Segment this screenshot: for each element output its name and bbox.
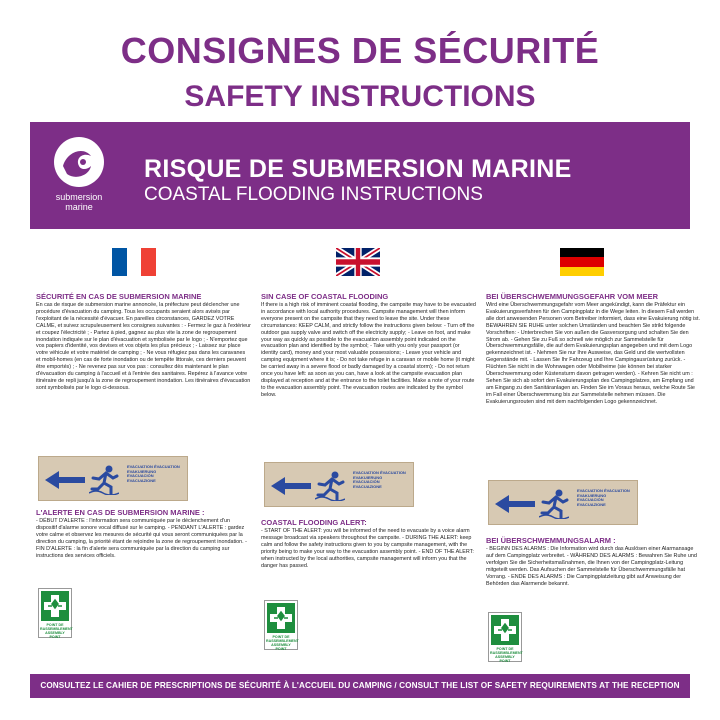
risk-title: RISQUE DE SUBMERSION MARINE xyxy=(144,155,572,183)
assembly-point-caption: POINT DE RASSEMBLEMENT ASSEMBLY POINT xyxy=(40,623,73,639)
german-flag-icon xyxy=(560,248,604,276)
logo-caption: submersion marine xyxy=(55,192,103,212)
arrow-left-icon xyxy=(45,471,85,489)
evacuation-sign-text: EVACUATION ÉVACUATION EVAKUIERUNG EVACUACIÓN EVACUAZIONE xyxy=(127,464,180,483)
footer-notice: CONSULTEZ LE CAHIER DE PRESCRIPTIONS DE SÉCURITÉ À L'ACCUEIL DU CAMPING / CONSULT THE LIST OF SAFETY REQUIREMENTS AT THE RECEPTION xyxy=(30,674,690,698)
german-alert-heading: BEI ÜBERSCHWEMMUNGSALARM : xyxy=(486,536,616,545)
english-alert-heading: COASTAL FLOODING ALERT: xyxy=(261,518,367,527)
running-person-icon xyxy=(89,465,119,495)
german-column xyxy=(486,292,701,406)
risk-banner xyxy=(30,122,690,229)
french-flag-icon xyxy=(112,248,156,276)
wave-icon xyxy=(53,136,105,188)
evacuation-sign-text: EVACUATION ÉVACUATION EVAKUIERUNG EVACUACIÓN EVACUAZIONE xyxy=(577,488,630,507)
running-person-icon xyxy=(315,471,345,501)
submersion-logo xyxy=(44,136,114,224)
evacuation-sign xyxy=(488,480,638,525)
french-column xyxy=(36,292,251,392)
assembly-point-caption: POINT DE RASSEMBLEMENT ASSEMBLY POINT xyxy=(490,647,523,663)
title-french: CONSIGNES DE SÉCURITÉ xyxy=(120,30,600,71)
assembly-point-sign xyxy=(488,612,522,662)
french-alert-heading: L'ALERTE EN CAS DE SUBMERSION MARINE : xyxy=(36,508,205,517)
french-body: En cas de risque de submersion marine annoncée, la préfecture peut déclencher une procédure d'évacuation du camping. Tous les occupants seraient alors avisés par l'exploitant de la nécessité d'évacuer. En pareilles circonstances, GARDEZ VOTRE CALME, et suivez scrupuleusement les consignes suivantes : - Fermez le gaz à l'extérieur et coupez l'électricité ; - Partez à pied, gagnez au plus vite la zone de regroupement inondation indiquée sur le plan d'évacuation et symbolisée par le logo ; - N'emportez que vos papiers d'identité, vos devises et vos objets les plus précieux ; - Laissez sur place votre véhicule et votre matériel de camping ; - Ne vous réfugiez pas dans les caravanes et mobil-homes (en cas de forte inondation ou de tempête littorale, ces derniers peuvent être emportés) ; - Ne revenez pas sur vos pas : consultez dès maintenant le plan d'évacuation du camping à l'accueil et à l'entrée des sanitaires. Repérez à l'avance votre itinéraire de repli jusqu'à la zone de regroupement inondation. Les itinéraires d'évacuation sont symbolisés par le logo ci-dessous. xyxy=(36,302,251,391)
title-english: SAFETY INSTRUCTIONS xyxy=(184,80,536,113)
german-body: Wird eine Überschwemmungsgefahr vom Meer angekündigt, kann die Präfektur ein Evakuierungsverfahren für den Campingplatz in die Wege leiten. In diesem Fall werden alle dort anwesenden Personen vom Betreiber informiert, dass eine Evakuierung nötig ist. BEWAHREN SIE RUHE unter solchen Umständen und beachten Sie strikt folgende Vorschriften: - Unterbrechen Sie von außen die Gasversorgung und schalten Sie den Strom ab. - Gehen Sie zu Fuß so schnell wie möglich zur Sammelstelle für Überschwemmungsfälle, die auf dem Evakuierungsplan angegeben und mit dem Logo gekennzeichnet ist. - Nehmen Sie nur Ihre Ausweise, das Geld und die wertvollsten Gegenstände mit. - Lassen Sie Ihr Fahrzeug und Ihre Campingausrüstung zurück. - Flüchten Sie nicht in die Wohnwagen oder Mobilheime (sie können bei starker Überschwemmung oder Küstensturm davon getragen werden). - Kehren Sie nicht um : Sehen Sie sich ab sofort den Evakuierungsplan des Campingplatzes, am Empfang und am Eingang zu den Sanitäranlagen an. Finden Sie im Voraus heraus, welche Route Sie im Fall einer Überschwemmung bis zur Sammelstelle nehmen müssen. Die Evakuierungsrouten sind mit dem nachfolgenden Logo gekennzeichnet. xyxy=(486,302,700,405)
assembly-point-icon xyxy=(491,615,519,645)
arrow-left-icon xyxy=(495,495,535,513)
evacuation-sign-text: EVACUATION ÉVACUATION EVAKUIERUNG EVACUACIÓN EVACUAZIONE xyxy=(353,470,406,489)
assembly-point-caption: POINT DE RASSEMBLEMENT ASSEMBLY POINT xyxy=(266,635,299,651)
evacuation-sign xyxy=(264,462,414,507)
english-heading: SIN CASE OF COASTAL FLOODING xyxy=(261,292,389,301)
english-column xyxy=(261,292,476,399)
risk-subtitle: COASTAL FLOODING INSTRUCTIONS xyxy=(144,184,483,205)
assembly-point-icon xyxy=(41,591,69,621)
evacuation-sign xyxy=(38,456,188,501)
assembly-point-icon xyxy=(267,603,295,633)
assembly-point-sign xyxy=(38,588,72,638)
assembly-point-sign xyxy=(264,600,298,650)
german-alert-body: - BEGINN DES ALARMS : Die Information wird durch das Auslösen einer Alarmansage auf dem Campingplatz verbreitet. - WÄHREND DES ALARMS : Bewahren Sie Ruhe und verfolgen Sie die Sicherheitsmaßnahmen, die Ihnen von der Campingplatz-Leitung mitgeteilt werden. Das Aufsuchen der Sammelstelle für Überschwemmungsfälle hat Vorrang. - ENDE DES ALARMS : Die Campingplatzleitung gibt auf Anweisung der Behörden das Alarmende bekannt. xyxy=(486,546,697,587)
german-alert-section xyxy=(486,536,701,587)
german-heading: BEI ÜBERSCHWEMMUNGSGEFAHR VOM MEER xyxy=(486,292,659,301)
english-alert-section xyxy=(261,518,476,569)
french-alert-section xyxy=(36,508,251,559)
arrow-left-icon xyxy=(271,477,311,495)
english-alert-body: - START OF THE ALERT: you will be informed of the need to evacuate by a voice alarm message broadcast via speakers throughout the campsite. - DURING THE ALERT: keep calm and follow the safety instructions given to you by campsite management, with the priority being to make your way to the evacuation assembly point. - END OF THE ALERT: when instructed by the local authorities, campsite management will inform you that the danger has passed. xyxy=(261,528,474,569)
french-heading: SÉCURITÉ EN CAS DE SUBMERSION MARINE xyxy=(36,292,202,301)
uk-flag-icon xyxy=(336,248,380,276)
french-alert-body: - DÉBUT D'ALERTE : l'information sera communiquée par le déclenchement d'un dispositif d'alarme sonore vocal diffusé sur le camping. - PENDANT L'ALERTE : gardez votre calme et observez les mesures de sécurité qui vous seront communiquées par la direction du camping, la priorité étant de rejoindre la zone de regroupement inondation. - FIN D'ALERTE : la fin d'alerte sera communiquée par la direction du camping sur instructions des services officiels. xyxy=(36,518,247,559)
running-person-icon xyxy=(539,489,569,519)
english-body: If there is a high risk of imminent coastal flooding, the campsite may have to be evacuated in accordance with local authority procedures. Campsite management will then inform everyone present on the campsite that they need to leave the site. Under these circumstances: KEEP CALM, and strictly follow the instructions given below: - Turn off the outdoor gas supply valve and switch off the electricity supply; - Leave on foot, and make your way as quickly as possible to the evacuation assembly point indicated on the evacuation plan and identified by the symbol; - Take with you only your passport (or identity card), money and your most valuable possessions; - Leave your vehicle and camping equipment where it is; - Do not take refuge in a caravan or mobile home (it might be carried away in a severe flood or badly damaged by a coastal storm); - Do not return once you have left: as soon as you can, have a look at the campsite evacuation plan displayed at reception and at the entrance to the toilet facilities. Make a note of your route to the evacuation assembly point. The evacuation routes are indicated by the symbol below. xyxy=(261,302,476,398)
